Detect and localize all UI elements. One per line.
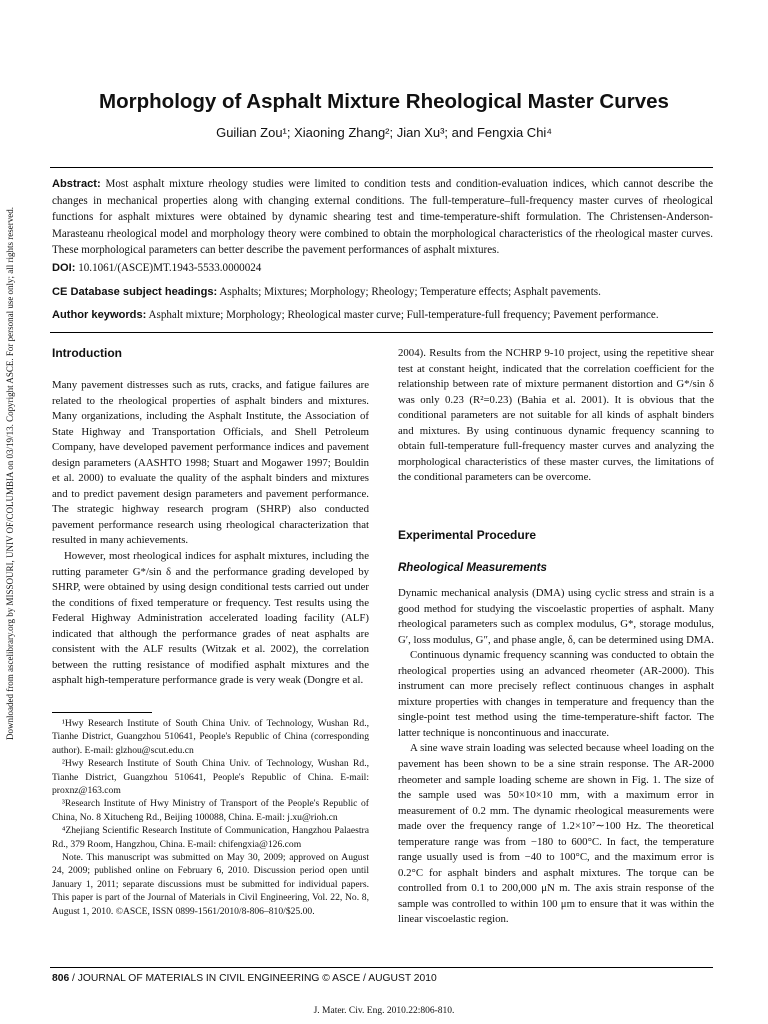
footnote-2: ²Hwy Research Institute of South China Univ. of Technology, Wushan Rd., Tianhe District, Guangzhou 510641, People's Republic of China. E-mail: proxnz@163.com	[52, 758, 369, 797]
journal-footer: / JOURNAL OF MATERIALS IN CIVIL ENGINEERING © ASCE / AUGUST 2010	[69, 973, 437, 984]
citation-line: J. Mater. Civ. Eng. 2010.22:806-810.	[313, 1006, 455, 1016]
ce-headings-line	[52, 286, 601, 298]
footnote-3: ³Research Institute of Hwy Ministry of Transport of the People's Republic of China, No. 8 Xitucheng Rd., Beijing 100088, China. E-mail: j.xu@rioh.cn	[52, 798, 369, 823]
experimental-paragraph-3: A sine wave strain loading was selected because wheel loading on the pavement has been shown to be a sine strain response. The AR-2000 rheometer and sample loading scheme are shown in Fig. 1. The size of the sample used was 50×10×10 mm, with a maximum error in measurement of 0.2 mm. The dynamic rheological measurements were made over the frequency range of 1.2×10⁷∼100 Hz. The theoretical temperature range was from −180 to 600°C. In fact, the temperature range usually used is from −40 to 100°C, and the maximum error is 0.2°C for asphalt binders and asphalt mixtures. The torque can be controlled from 0.1 to 200,000 μN m. The axis strain response of the sample was controlled to within 100 μm to ensure that it was within the linear viscoelastic region.	[398, 742, 714, 926]
experimental-paragraph-2: Continuous dynamic frequency scanning was conducted to obtain the rheological properties using an advanced rheometer (AR-2000). This instrument can more precisely reflect continuous changes in asphalt mixture properties with changes in temperature and frequency than the single-point test method using the time-temperature-shift factor. The latter technique is noncontinuous and inaccurate.	[398, 649, 714, 739]
experimental-heading: Experimental Procedure	[398, 528, 537, 542]
footnote-1: ¹Hwy Research Institute of South China Univ. of Technology, Wushan Rd., Tianhe District, Guangzhou 510641, People's Republic of China (corresponding author). E-mail: glzhou@scut.edu.cn	[52, 718, 369, 756]
footnote-note: Note. This manuscript was submitted on May 30, 2009; approved on August 24, 2009; published online on February 6, 2010. Discussion period open until January 1, 2011; separate discussions must be submitted for individual papers. This paper is part of the Journal of Materials in Civil Engineering, Vol. 22, No. 8, August 1, 2010. ©ASCE, ISSN 0899-1561/2010/8-806–810/$25.00.	[52, 852, 369, 917]
ce-headings-value: Asphalts; Mixtures; Morphology; Rheology; Temperature effects; Asphalt pavements.	[219, 286, 601, 298]
intro-paragraph-1: Many pavement distresses such as ruts, cracks, and fatigue failures are related to the rheological properties of asphalt binders and mixtures. Many organizations, including the Asphalt Institute, the Association of State Highway and Transportation Officials, and Shell Petroleum Company, have developed pavement performance indices and pavement design parameters (AASHTO 1998; Stuart and Mogawer 1997; Bouldin et al. 2000) to evaluate the quality of the asphalt binders and mixtures and to predict pavement design parameters and pavement performance. The strategic highway research program (SHRP) also conducted pavement performance research using rheological characterization that resulted in many achievements.	[52, 379, 369, 547]
doi-label: DOI:	[52, 262, 76, 274]
top-divider	[50, 167, 713, 168]
paper-title: Morphology of Asphalt Mixture Rheological Master Curves	[99, 90, 669, 113]
rheological-subheading: Rheological Measurements	[398, 562, 547, 574]
intro-paragraph-3: 2004). Results from the NCHRP 9-10 project, using the repetitive shear test at constant height, indicated that the correlation coefficient for the relationship between rate of mixture permanent distortion and G*/sin δ was only 0.23 (R²=0.23) (Bahia et al. 2001). It is obvious that the conditional parameters are not suitable for all kinds of asphalt binders and mixtures. By using continuous dynamic frequency scanning to obtain full-temperature full-frequency master curves and analyzing the morphological characteristics of these master curves, the limitations of the conditional parameters can be overcome.	[398, 347, 714, 484]
abstract	[52, 176, 713, 259]
author-list: Guilian Zou¹; Xiaoning Zhang²; Jian Xu³; and Fengxia Chi⁴	[216, 125, 552, 140]
page-number: 806	[52, 973, 70, 984]
keywords-line	[52, 309, 659, 321]
page-footer	[52, 973, 437, 984]
download-notice: Downloaded from ascelibrary.org by MISSOURI, UNIV OF/COLUMBIA on 03/19/13. Copyright ASCE. For personal use only; all rights reserved.	[5, 206, 15, 740]
keywords-label: Author keywords:	[52, 309, 147, 321]
footnote-4: ⁴Zhejiang Scientific Research Institute of Communication, Hangzhou Palaestra Rd., 379 Room, Hangzhou, China. E-mail: chifengxia@126.com	[52, 825, 369, 850]
footnotes	[52, 717, 369, 918]
keywords-value: Asphalt mixture; Morphology; Rheological master curve; Full-temperature-full frequency; Pavement performance.	[148, 309, 659, 321]
experimental-paragraph-1: Dynamic mechanical analysis (DMA) using cyclic stress and strain is a good method for studying the viscoelastic properties of asphalt. Many rheological parameters such as complex modulus, G*, storage modulus, G′, loss modulus, G″, and phase angle, δ, can be determined using DMA.	[398, 587, 715, 646]
bottom-divider	[50, 967, 713, 968]
doi-line	[52, 262, 261, 274]
footnote-divider	[52, 712, 152, 713]
ce-headings-label: CE Database subject headings:	[52, 286, 218, 298]
intro-paragraph-2: However, most rheological indices for asphalt mixtures, including the rutting parameter G*/sin δ and the performance grading developed by SHRP, were obtained by using design conditional tests carried out under the conditions of fixed temperature or frequency. Test results using the Federal Highway Administration accelerated loading facility (ALF) indicated that although the performance grades of neat asphalts are consistent with the ALF results (Witzak et al. 2002), the correlation between the rutting resistance of modified asphalt mixtures and the asphalt high-temperature performance grade is very weak (Dongre et al.	[52, 550, 369, 687]
left-column	[52, 378, 369, 689]
abstract-text: Most asphalt mixture rheology studies were limited to condition tests and condition-evaluation indices, which cannot describe the changes in mechanical properties along with changing external conditions. The full-temperature–full-frequency master curves of rheological functions for asphalt mixtures were obtained by dynamic shearing test and time-temperature-shift formulation. The Christensen-Anderson-Marasteanu rheological model and morphology theory were combined to obtain the morphological characteristics of the rheological master curves. These morphological parameters can better describe the pavement performances of asphalt mixtures.	[52, 178, 713, 256]
experimental-text	[398, 586, 714, 928]
abstract-divider	[50, 332, 713, 333]
abstract-label: Abstract:	[52, 178, 101, 190]
introduction-heading: Introduction	[52, 346, 122, 360]
right-column	[398, 346, 714, 486]
doi-value[interactable]: 10.1061/(ASCE)MT.1943-5533.0000024	[78, 262, 262, 274]
